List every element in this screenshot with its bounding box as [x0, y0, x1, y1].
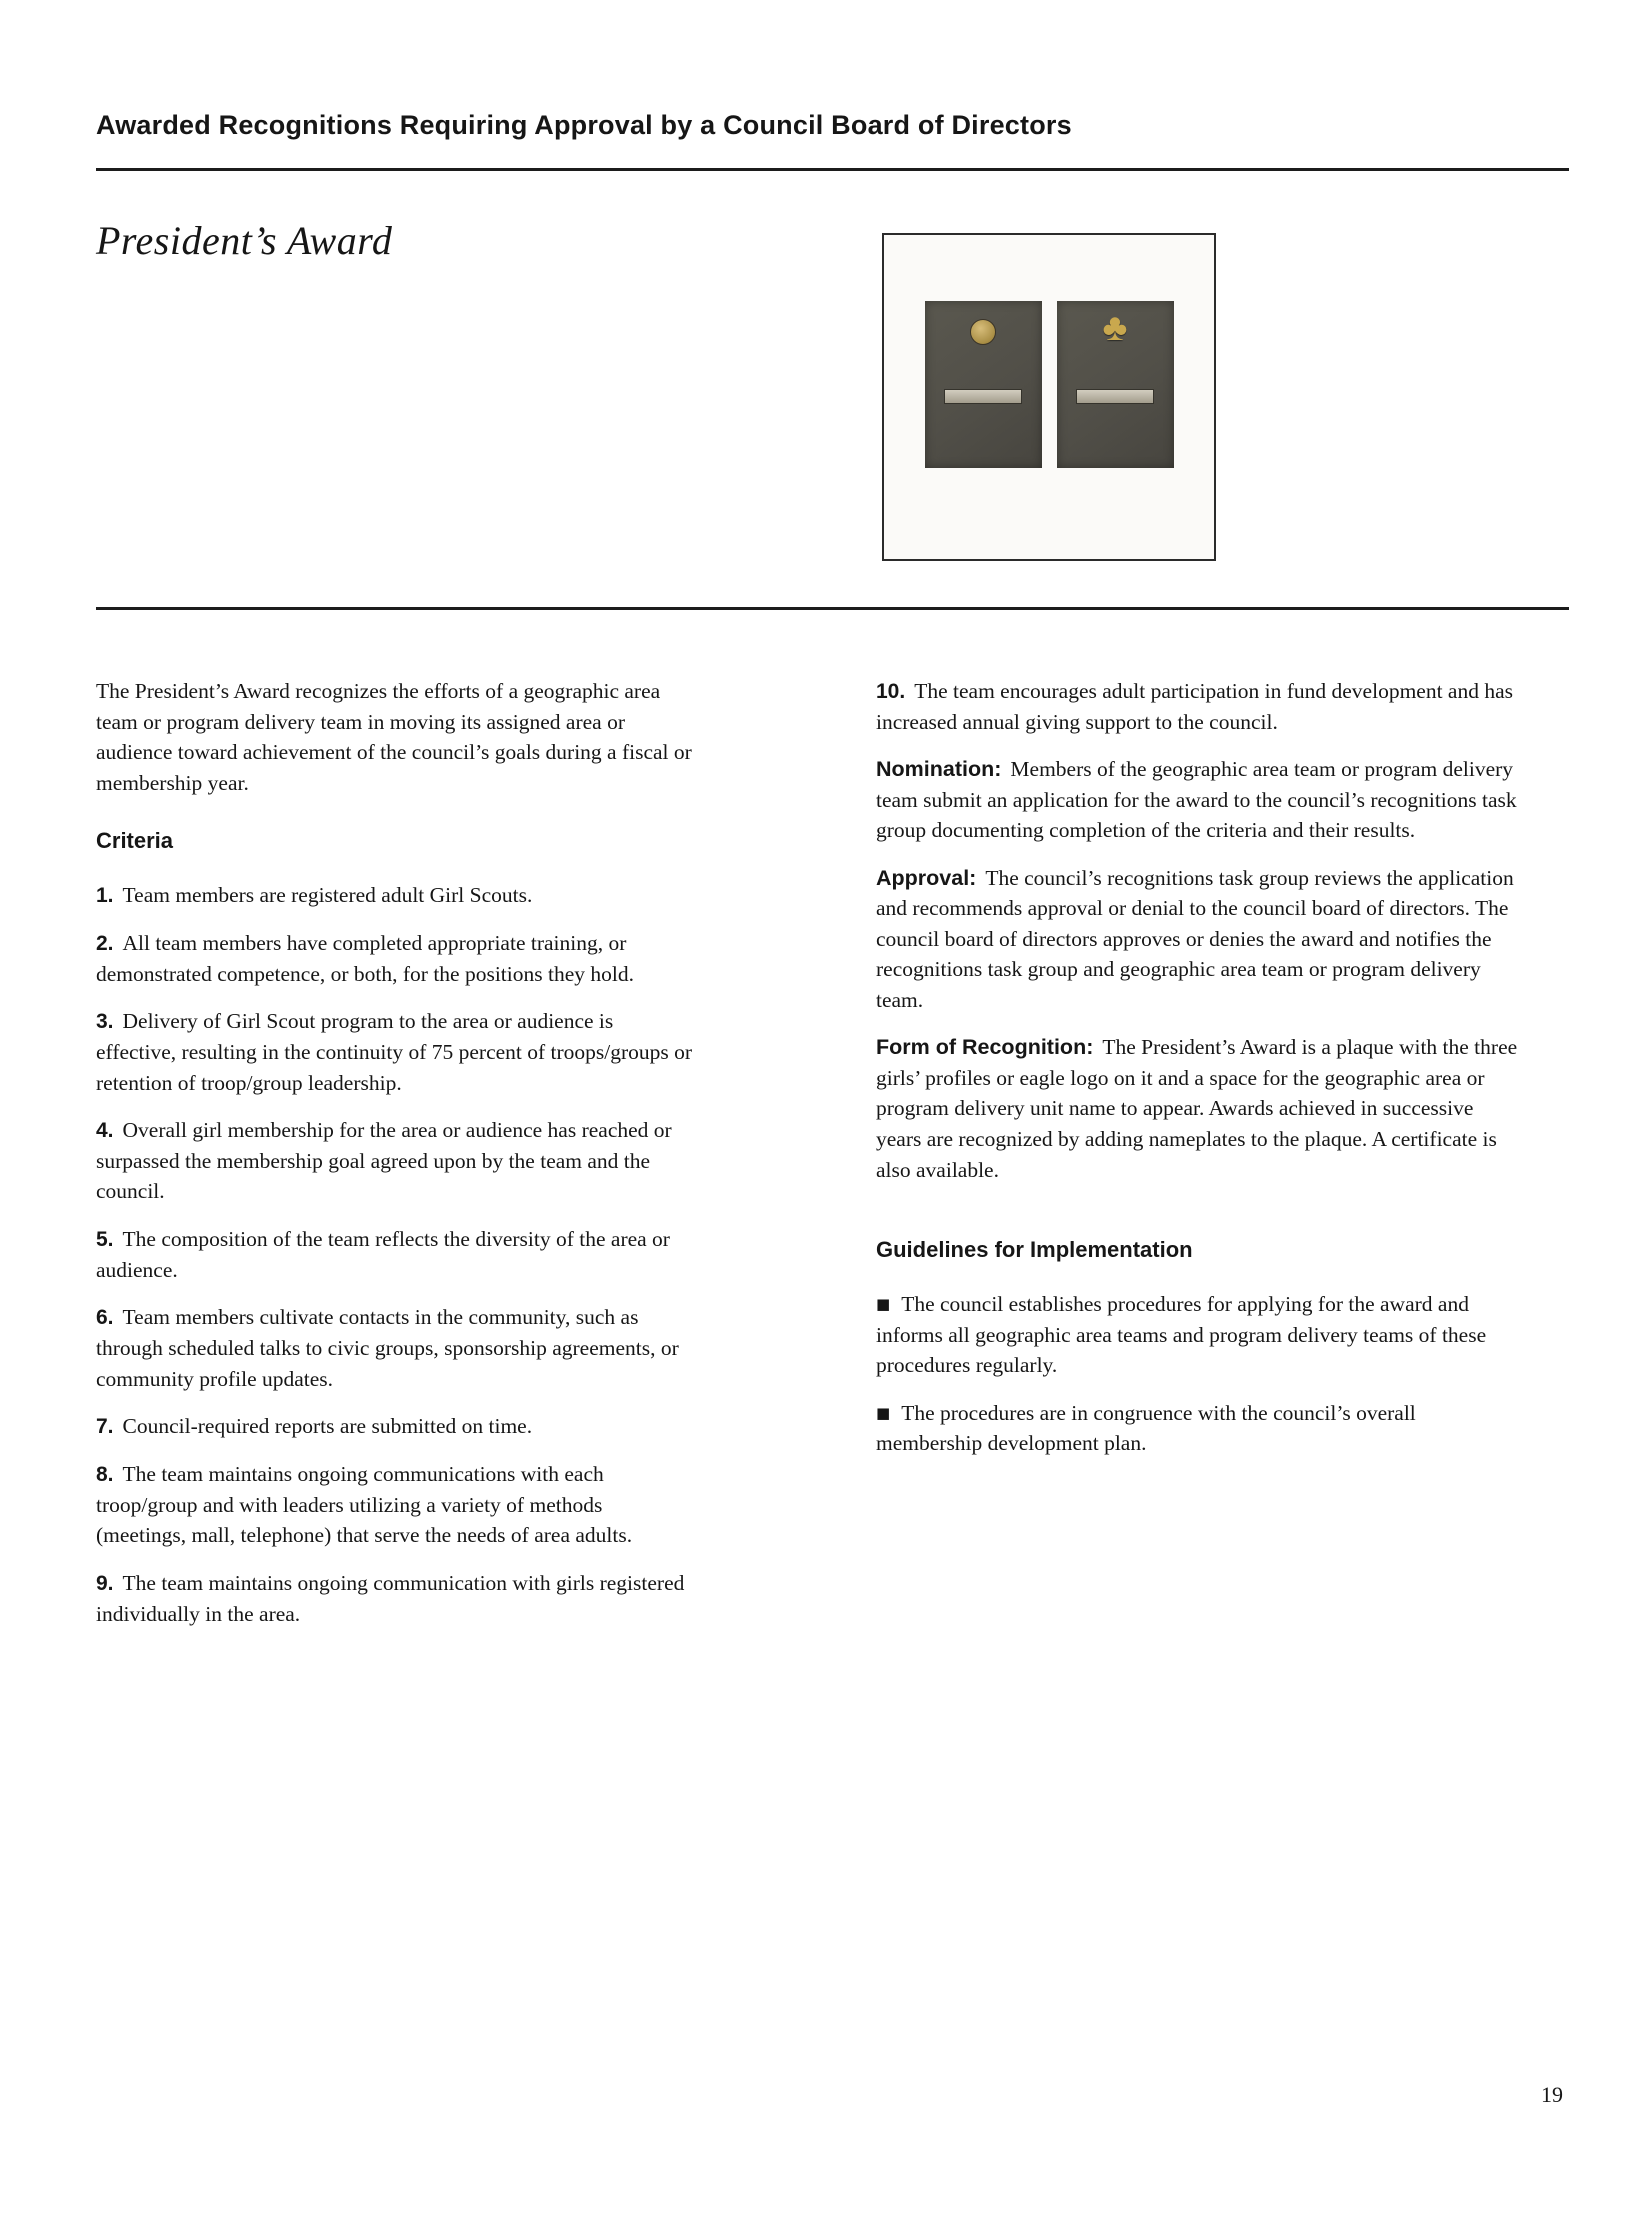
criteria-item-7 [96, 1411, 696, 1442]
form-of-recognition-section [876, 1032, 1524, 1185]
plaque-left [925, 301, 1042, 468]
nameplate-right [1076, 389, 1154, 404]
body-columns [96, 676, 1569, 1646]
criteria-item-1 [96, 880, 696, 911]
award-title: President’s Award [96, 218, 393, 263]
item-text: The team maintains ongoing communication with girls registered individually in the area. [96, 1570, 685, 1626]
intro-paragraph: The President’s Award recognizes the efforts of a geographic area team or program delivery team in moving its assigned area or audience toward achievement of the council’s goals during a fiscal or membership year. [96, 679, 692, 795]
plaque-right [1057, 301, 1174, 468]
criteria-item-8 [96, 1459, 696, 1551]
square-bullet-icon: ■ [876, 1295, 891, 1314]
trefoil-emblem-icon: ♣ [1102, 307, 1128, 349]
item-text: The team encourages adult participation in fund development and has increased annual giving support to the council. [876, 679, 1514, 734]
right-column [876, 676, 1524, 1646]
item-number: 10. [876, 680, 906, 703]
item-number: 8. [96, 1462, 114, 1486]
item-text: Overall girl membership for the area or audience has reached or surpassed the membership goal agreed upon by the team and the council. [96, 1118, 672, 1204]
guidelines-heading: Guidelines for Implementation [876, 1237, 1193, 1263]
guideline-item-1 [876, 1289, 1524, 1381]
section-label: Approval: [876, 865, 977, 890]
item-text: The team maintains ongoing communications with each troop/group and with leaders utilizing a variety of methods (meetings, mall, telephone) that serve the needs of area adults. [96, 1461, 633, 1548]
item-number: 3. [96, 1010, 114, 1034]
seal-emblem-icon [970, 319, 996, 345]
criteria-item-3 [96, 1006, 696, 1098]
nameplate-left [944, 389, 1022, 404]
title-section [96, 171, 1569, 607]
left-column [96, 676, 696, 1646]
criteria-item-6 [96, 1302, 696, 1394]
section-text: The President’s Award is a plaque with the three girls’ profiles or eagle logo on it and a space for the geographic area or program delivery unit name to appear. Awards achieved in successive years are recognized by adding nameplates to the plaque. A certificate is also available. [876, 1035, 1518, 1182]
item-number: 9. [96, 1571, 114, 1595]
guideline-text: The procedures are in congruence with the council’s overall membership development plan. [876, 1400, 1416, 1456]
item-number: 1. [96, 884, 114, 908]
item-text: Team members cultivate contacts in the community, such as through scheduled talks to civic groups, sponsorship agreements, or community profile updates. [96, 1305, 679, 1391]
page-number: 19 [1541, 2082, 1563, 2107]
criteria-item-10 [876, 676, 1524, 737]
award-plaques-photo [882, 233, 1216, 561]
section-label: Form of Recognition: [876, 1035, 1094, 1060]
section-text: Members of the geographic area team or program delivery team submit an application for the award to the council’s recognitions task group documenting completion of the criteria and their results. [876, 757, 1517, 843]
item-number: 4. [96, 1119, 114, 1143]
page-header: Awarded Recognitions Requiring Approval by a Council Board of Directors [96, 110, 1072, 140]
item-text: Delivery of Girl Scout program to the area or audience is effective, resulting in the continuity of 75 percent of troops/groups or retention of troop/group leadership. [96, 1009, 693, 1095]
item-number: 5. [96, 1227, 114, 1251]
item-number: 2. [96, 931, 114, 955]
item-text: All team members have completed appropriate training, or demonstrated competence, or both, for the positions they hold. [96, 930, 634, 986]
item-text: Council-required reports are submitted on time. [122, 1414, 533, 1439]
criteria-item-9 [96, 1568, 696, 1629]
nomination-section [876, 754, 1524, 846]
criteria-item-5 [96, 1224, 696, 1285]
section-label: Nomination: [876, 757, 1002, 782]
item-text: Team members are registered adult Girl Scouts. [122, 883, 533, 908]
square-bullet-icon: ■ [876, 1403, 891, 1422]
item-text: The composition of the team reflects the diversity of the area or audience. [96, 1226, 670, 1282]
approval-section [876, 863, 1524, 1016]
item-number: 7. [96, 1415, 114, 1439]
item-number: 6. [96, 1306, 114, 1330]
criteria-item-2 [96, 928, 696, 989]
guideline-item-2 [876, 1398, 1524, 1459]
criteria-item-4 [96, 1115, 696, 1207]
guideline-text: The council establishes procedures for applying for the award and informs all geographic area teams and program delivery teams of these procedures regularly. [876, 1292, 1487, 1378]
criteria-heading: Criteria [96, 828, 174, 854]
section-text: The council’s recognitions task group reviews the application and recommends approval or denial to the council board of directors. The council board of directors approves or denies the award and notifies the recognitions task group and geographic area team or program delivery team. [876, 865, 1514, 1012]
divider-bottom [96, 607, 1569, 610]
